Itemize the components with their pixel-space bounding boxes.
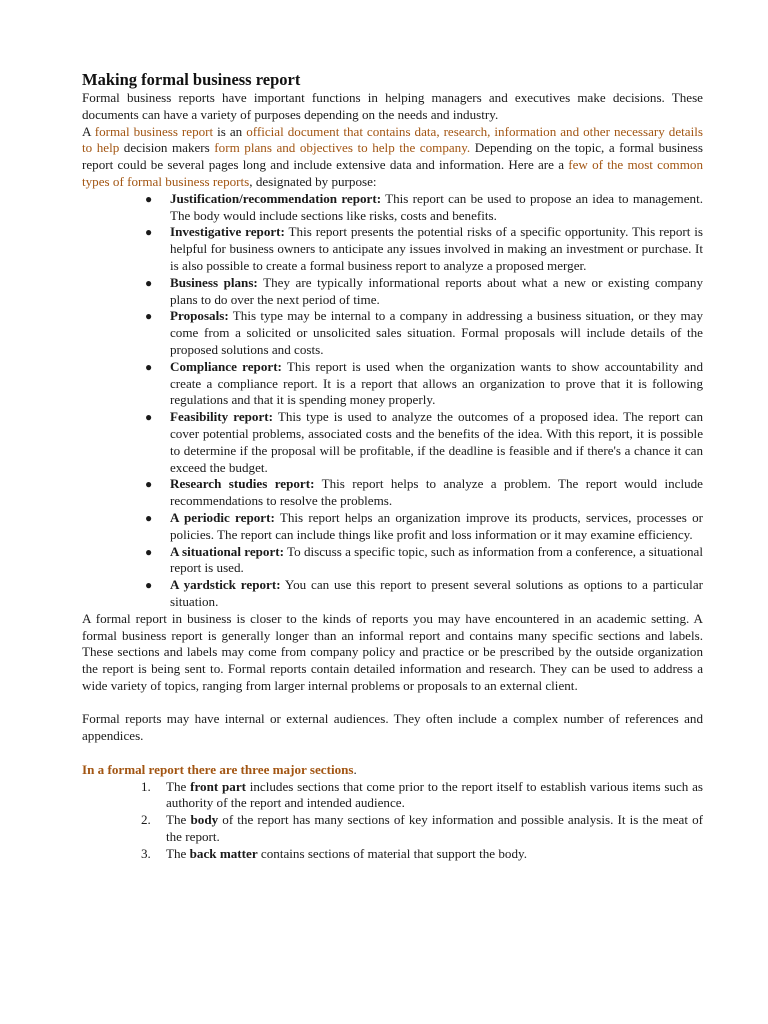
sections-list	[82, 779, 703, 863]
list-item	[145, 577, 703, 611]
list-item	[145, 509, 703, 544]
section-lead: The	[166, 845, 190, 861]
section-term: front part	[190, 778, 246, 794]
report-type-text: This report is used when the organization wants to show accountability and create a compliance report. It is a report that allows an organization to prove that it is following regulations and that it is spending money properly.	[170, 358, 703, 408]
section-lead: The	[166, 778, 191, 794]
bullet-icon: ●	[145, 410, 153, 425]
term-formal-business-report: formal business report	[94, 123, 214, 139]
definition-decision-makers: decision makers	[119, 140, 215, 156]
definition-rest: Depending on the topic, a formal business report could be several pages long and include extensive data and information. Here are a	[82, 140, 703, 173]
document-title: Making formal business report	[82, 70, 301, 89]
list-item	[145, 224, 703, 274]
bullet-icon: ●	[145, 578, 153, 593]
bullet-icon: ●	[145, 510, 153, 525]
section-text: includes sections that come prior to the report itself to establish various items such as authority of the report and intended audience.	[166, 778, 703, 811]
report-type-text: This report helps to analyze a problem. The report would include recommendations to resolve the problems.	[170, 476, 703, 509]
list-item	[145, 409, 703, 476]
section-term: back matter	[189, 845, 258, 861]
report-type-name: A situational report:	[170, 543, 284, 559]
report-type-name: Proposals:	[170, 308, 229, 324]
report-type-text: They are typically informational reports about what a new or existing company plans to do over the next period of time.	[170, 274, 703, 307]
report-type-name: Research studies report:	[170, 476, 315, 492]
list-item	[141, 778, 703, 813]
definition-paragraph	[82, 124, 703, 191]
paragraph-spacer	[82, 745, 703, 762]
list-item	[145, 308, 703, 358]
definition-purpose: form plans and objectives to help the company.	[214, 140, 471, 156]
definition-a: A	[82, 123, 95, 139]
report-type-name: Investigative report:	[170, 224, 285, 240]
definition-end: , designated by purpose:	[249, 173, 377, 189]
list-item	[145, 190, 703, 225]
report-type-name: Business plans:	[170, 274, 258, 290]
sections-heading	[82, 762, 703, 779]
bullet-icon: ●	[145, 309, 153, 324]
list-item	[145, 358, 703, 409]
list-item	[145, 274, 703, 309]
paragraph-spacer	[82, 695, 703, 712]
report-type-name: Compliance report:	[170, 358, 282, 374]
sections-heading-end: .	[353, 761, 357, 777]
sections-heading-text: In a formal report there are three major sections	[82, 761, 354, 777]
audiences-paragraph: Formal reports may have internal or external audiences. They often include a complex number of references and appendices.	[82, 711, 703, 744]
list-number: 2.	[141, 812, 151, 828]
report-type-name: A yardstick report:	[170, 577, 281, 593]
report-type-text: This report helps an organization improve its products, services, processes or policies. The report can include things like profit and loss information or it may examine efficiency.	[170, 509, 703, 542]
types-of-reports-link: few of the most common types of formal business reports	[82, 157, 703, 189]
list-item	[145, 543, 703, 578]
list-number: 1.	[141, 778, 151, 794]
report-type-text: This report can be used to propose an idea to management. The body would include sections like risks, costs and benefits.	[170, 190, 703, 223]
report-type-name: Feasibility report:	[170, 409, 274, 425]
bullet-icon: ●	[145, 359, 153, 374]
bullet-icon: ●	[145, 225, 153, 240]
list-item	[141, 845, 703, 863]
report-types-list	[82, 191, 703, 611]
list-item	[141, 812, 703, 846]
report-type-text: This report presents the potential risks of a specific opportunity. This report is helpful for business owners to anticipate any issues involved in making an investment or purchase. It is also possible to create a formal business report to analyze a proposed merger.	[170, 224, 703, 273]
report-type-text: To discuss a specific topic, such as information from a conference, a situational report is used.	[170, 543, 703, 576]
bullet-icon: ●	[145, 191, 153, 206]
intro-paragraph: Formal business reports have important functions in helping managers and executives make decisions. These documents can have a variety of purposes depending on the needs and industry.	[82, 90, 703, 122]
section-term: body	[190, 812, 219, 828]
report-type-text: You can use this report to present several solutions as options to a particular situation.	[170, 577, 703, 609]
report-type-name: A periodic report:	[170, 509, 275, 525]
section-lead: The	[166, 812, 191, 828]
report-type-text: This type is used to analyze the outcomes of a proposed idea. The report can cover potential problems, associated costs and the benefits of the idea. With this report, it is possible to determine if the proposal will be profitable, if the deadline is feasible and if there's a chance it can exceed the budget.	[170, 409, 703, 475]
bullet-icon: ●	[145, 275, 153, 290]
section-text: of the report has many sections of key information and possible analysis. It is the meat of the report.	[166, 812, 703, 845]
bullet-icon: ●	[145, 544, 153, 559]
report-type-text: This type may be internal to a company in addressing a business situation, or they may come from a solicited or unsolicited sales situation. Formal proposals will include details of the proposed solutions and costs.	[170, 308, 703, 357]
report-type-name: Justification/recommendation report:	[170, 190, 382, 206]
official-document-definition: official document that contains data, research, information and other necessary details to help	[82, 123, 703, 156]
list-number: 3.	[141, 845, 151, 861]
definition-is-an: is an	[213, 123, 247, 139]
section-text: contains sections of material that support the body.	[257, 845, 527, 861]
list-item	[145, 476, 703, 510]
academic-paragraph: A formal report in business is closer to the kinds of reports you may have encountered in an academic setting. A formal business report is generally longer than an informal report and contains many specific sections and labels. These sections and labels may come from company policy and practice or be prescribed by the outside organization the report is being sent to. Formal reports contain detailed information and research. They can be used to address a wide variety of topics, ranging from larger internal problems or proposals to an external client.	[82, 610, 703, 693]
bullet-icon: ●	[145, 477, 153, 492]
document-page	[82, 70, 703, 863]
